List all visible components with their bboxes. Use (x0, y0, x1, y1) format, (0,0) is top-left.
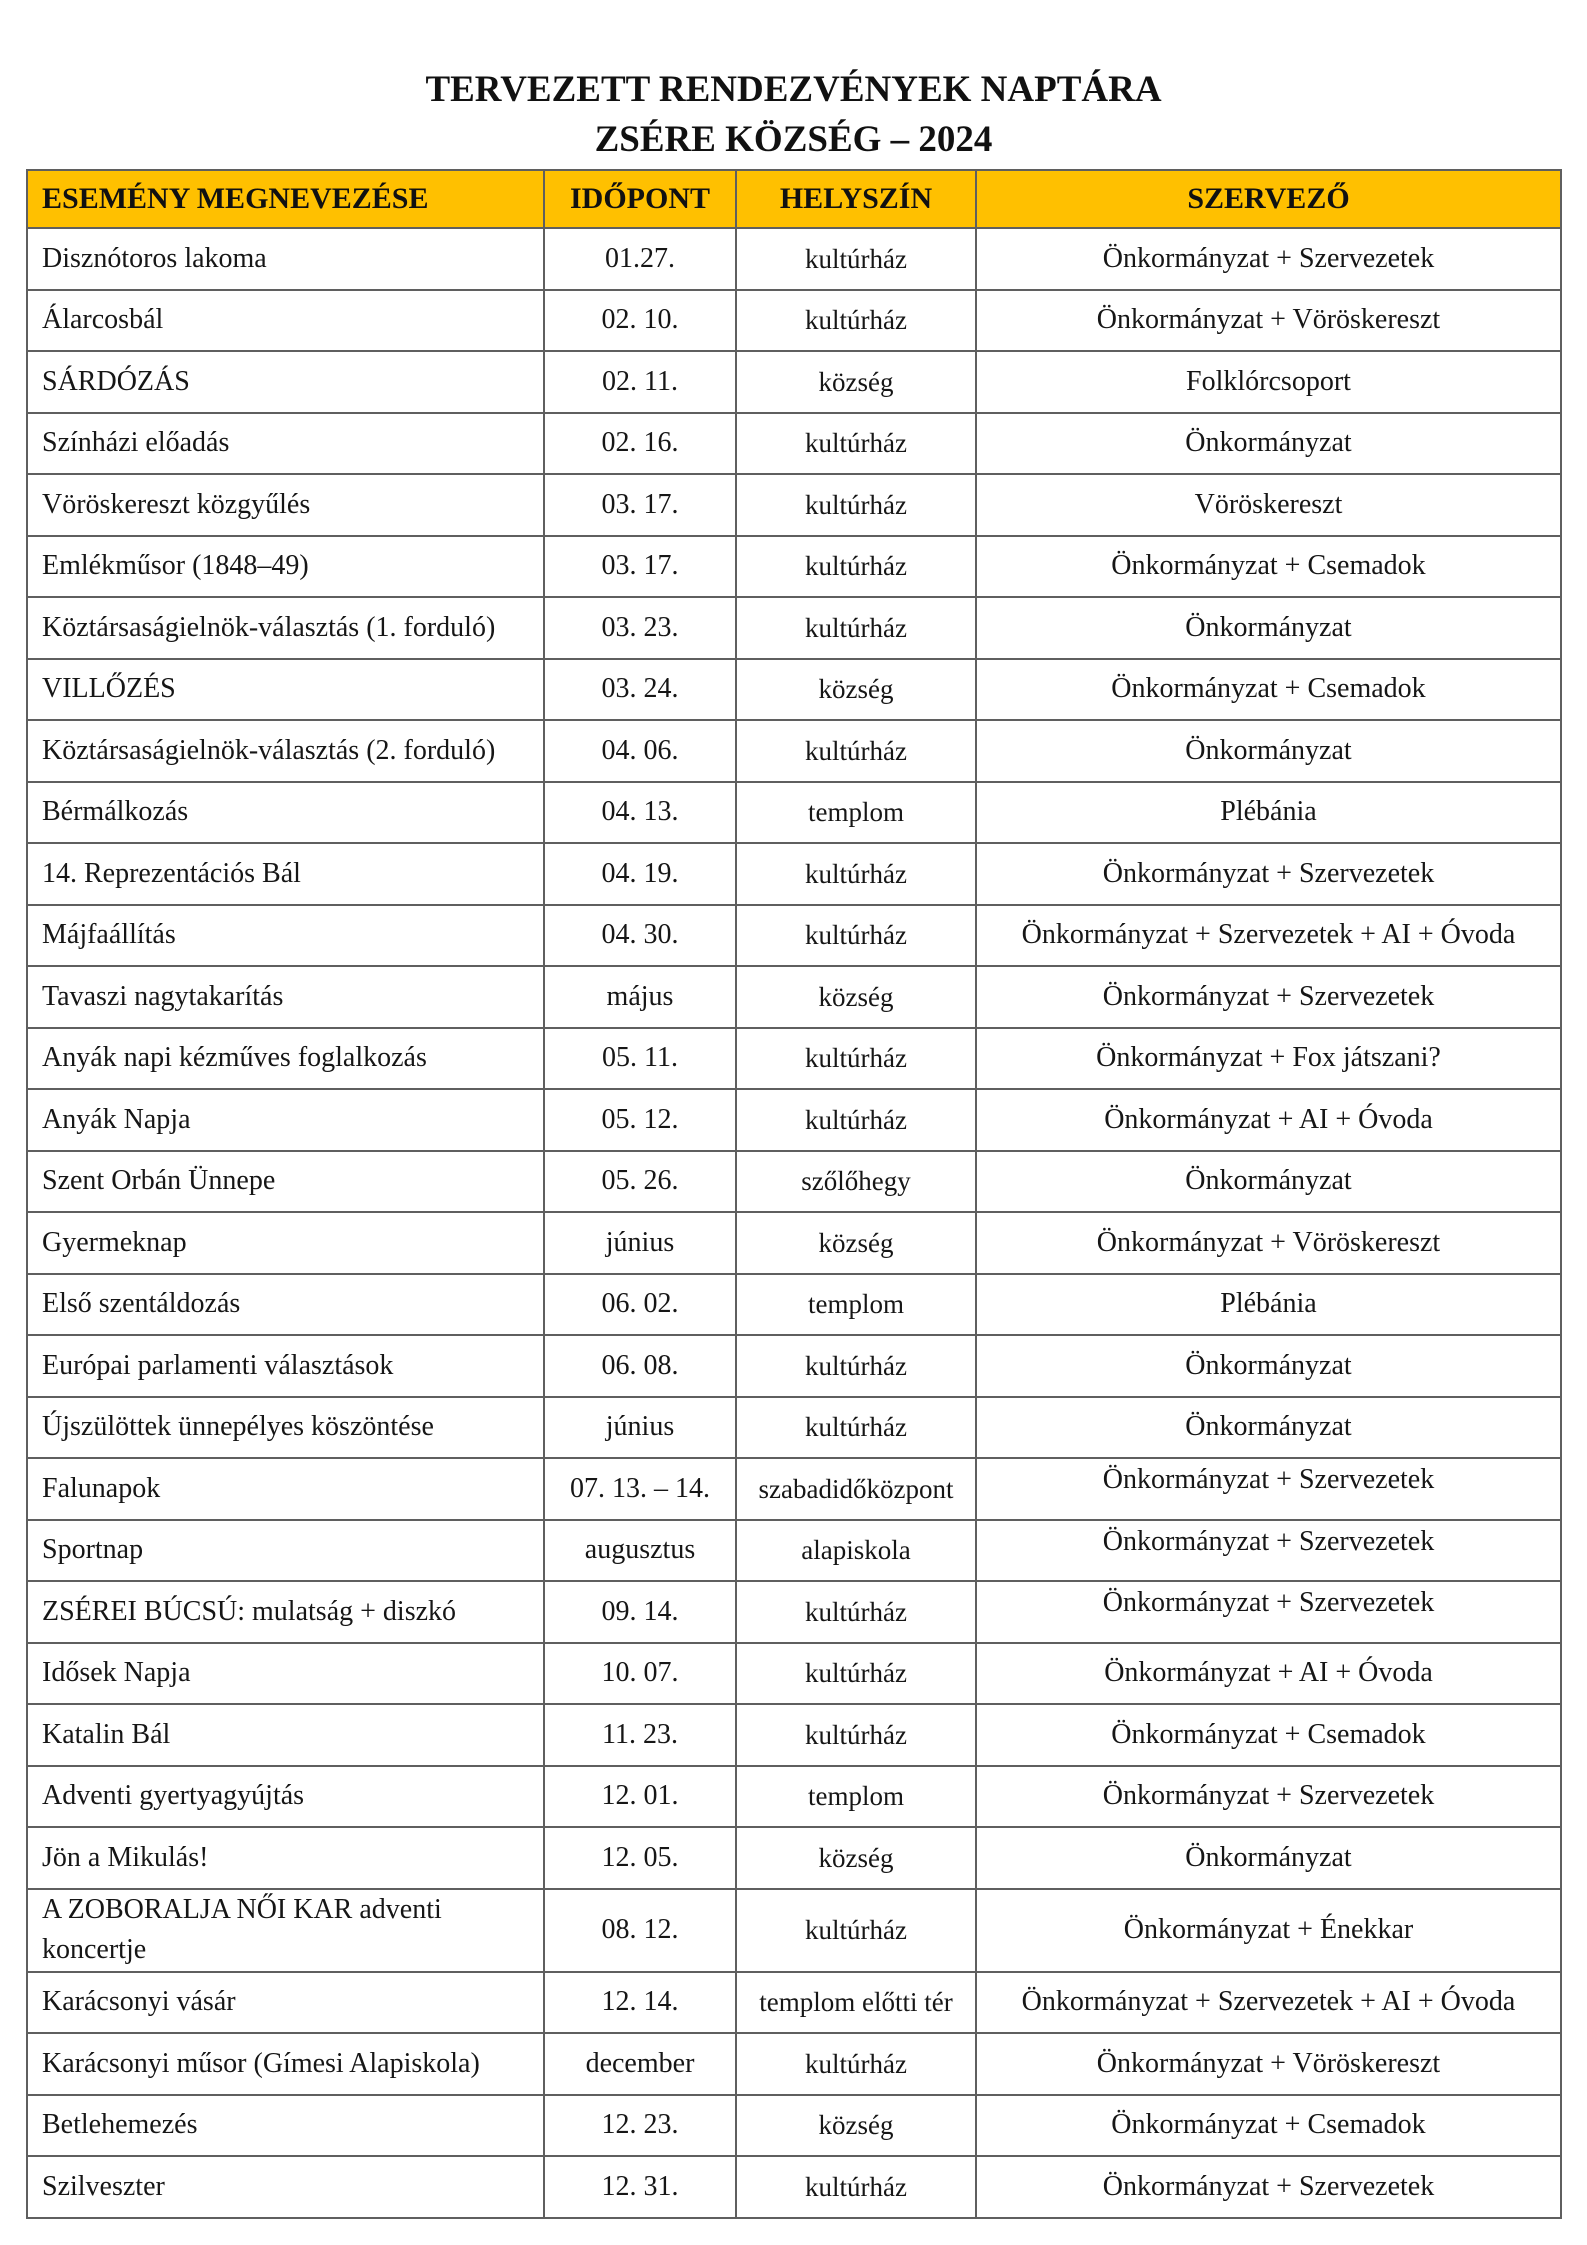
table-row (27, 413, 1561, 475)
event-venue-cell: szőlőhegy (736, 1151, 976, 1213)
event-venue-cell: kultúrház (736, 1581, 976, 1643)
event-date-cell: május (544, 966, 736, 1028)
event-venue-cell: templom (736, 1274, 976, 1336)
event-date-cell: 09. 14. (544, 1581, 736, 1643)
event-name-cell: A ZOBORALJA NŐI KAR adventi koncertje (27, 1889, 544, 1972)
event-organizer-cell: Önkormányzat + Csemadok (976, 659, 1561, 721)
table-row (27, 228, 1561, 290)
event-organizer-cell: Önkormányzat (976, 1827, 1561, 1889)
document-title (0, 65, 1587, 165)
event-date-cell: 07. 13. – 14. (544, 1458, 736, 1520)
event-venue-cell: község (736, 1212, 976, 1274)
table-row (27, 1212, 1561, 1274)
table-row (27, 1397, 1561, 1459)
table-row (27, 905, 1561, 967)
event-organizer-cell: Önkormányzat (976, 1335, 1561, 1397)
event-name-cell: Jön a Mikulás! (27, 1827, 544, 1889)
table-row (27, 2033, 1561, 2095)
column-header-organizer: SZERVEZŐ (976, 170, 1561, 228)
table-row (27, 1151, 1561, 1213)
header-row (27, 170, 1561, 228)
event-organizer-cell: Önkormányzat + Csemadok (976, 2095, 1561, 2157)
event-date-cell: 06. 08. (544, 1335, 736, 1397)
event-venue-cell: kultúrház (736, 536, 976, 598)
table-row (27, 1704, 1561, 1766)
event-name-cell: Első szentáldozás (27, 1274, 544, 1336)
event-date-cell: augusztus (544, 1520, 736, 1582)
event-organizer-cell: Önkormányzat + Szervezetek (976, 1581, 1561, 1643)
event-organizer-cell: Önkormányzat (976, 1151, 1561, 1213)
event-venue-cell: kultúrház (736, 2156, 976, 2218)
event-venue-cell: kultúrház (736, 597, 976, 659)
event-date-cell: június (544, 1397, 736, 1459)
table-row (27, 1520, 1561, 1582)
event-date-cell: 03. 24. (544, 659, 736, 721)
table-row (27, 659, 1561, 721)
event-venue-cell: kultúrház (736, 290, 976, 352)
event-name-cell: Újszülöttek ünnepélyes köszöntése (27, 1397, 544, 1459)
event-date-cell: 12. 01. (544, 1766, 736, 1828)
event-date-cell: december (544, 2033, 736, 2095)
event-name-cell: Idősek Napja (27, 1643, 544, 1705)
event-venue-cell: község (736, 659, 976, 721)
event-date-cell: 05. 26. (544, 1151, 736, 1213)
event-organizer-cell: Önkormányzat (976, 1397, 1561, 1459)
event-name-cell: Színházi előadás (27, 413, 544, 475)
table-row (27, 1643, 1561, 1705)
event-name-cell: Sportnap (27, 1520, 544, 1582)
event-organizer-cell: Önkormányzat + Vöröskereszt (976, 1212, 1561, 1274)
event-date-cell: 12. 14. (544, 1972, 736, 2034)
event-name-cell: Köztársaságielnök-választás (2. forduló) (27, 720, 544, 782)
event-venue-cell: község (736, 966, 976, 1028)
event-name-cell: Adventi gyertyagyújtás (27, 1766, 544, 1828)
event-name-cell: Európai parlamenti választások (27, 1335, 544, 1397)
event-organizer-cell: Önkormányzat + Szervezetek (976, 1766, 1561, 1828)
table-header (27, 170, 1561, 228)
table-row (27, 1889, 1561, 1972)
event-organizer-cell: Önkormányzat + Vöröskereszt (976, 290, 1561, 352)
event-name-cell: Szent Orbán Ünnepe (27, 1151, 544, 1213)
event-organizer-cell: Önkormányzat (976, 597, 1561, 659)
event-name-cell: Vöröskereszt közgyűlés (27, 474, 544, 536)
table-row (27, 1274, 1561, 1336)
event-date-cell: 05. 12. (544, 1089, 736, 1151)
event-organizer-cell: Önkormányzat + Szervezetek (976, 966, 1561, 1028)
table-row (27, 782, 1561, 844)
table-row (27, 1028, 1561, 1090)
event-name-cell: Szilveszter (27, 2156, 544, 2218)
event-name-cell: Anyák Napja (27, 1089, 544, 1151)
event-venue-cell: templom előtti tér (736, 1972, 976, 2034)
event-date-cell: 04. 13. (544, 782, 736, 844)
event-date-cell: 12. 23. (544, 2095, 736, 2157)
event-venue-cell: kultúrház (736, 905, 976, 967)
event-venue-cell: alapiskola (736, 1520, 976, 1582)
event-organizer-cell: Önkormányzat + Szervezetek (976, 843, 1561, 905)
event-name-cell: Gyermeknap (27, 1212, 544, 1274)
event-name-cell: Betlehemezés (27, 2095, 544, 2157)
event-venue-cell: kultúrház (736, 1643, 976, 1705)
event-organizer-cell: Önkormányzat + Csemadok (976, 536, 1561, 598)
table-row (27, 474, 1561, 536)
event-name-cell: Anyák napi kézműves foglalkozás (27, 1028, 544, 1090)
event-date-cell: 03. 23. (544, 597, 736, 659)
event-date-cell: június (544, 1212, 736, 1274)
event-organizer-cell: Önkormányzat + Szervezetek + AI + Óvoda (976, 1972, 1561, 2034)
event-venue-cell: község (736, 351, 976, 413)
event-name-cell: Álarcosbál (27, 290, 544, 352)
event-date-cell: 02. 10. (544, 290, 736, 352)
event-venue-cell: kultúrház (736, 1889, 976, 1972)
column-header-event: ESEMÉNY MEGNEVEZÉSE (27, 170, 544, 228)
table-row (27, 1089, 1561, 1151)
event-venue-cell: kultúrház (736, 2033, 976, 2095)
event-organizer-cell: Önkormányzat + Szervezetek + AI + Óvoda (976, 905, 1561, 967)
table-row (27, 1335, 1561, 1397)
event-name-cell: Emlékműsor (1848–49) (27, 536, 544, 598)
event-organizer-cell: Önkormányzat + Szervezetek (976, 228, 1561, 290)
event-date-cell: 06. 02. (544, 1274, 736, 1336)
table-row (27, 720, 1561, 782)
event-organizer-cell: Önkormányzat (976, 413, 1561, 475)
event-organizer-cell: Folklórcsoport (976, 351, 1561, 413)
event-venue-cell: kultúrház (736, 1704, 976, 1766)
event-venue-cell: templom (736, 1766, 976, 1828)
event-organizer-cell: Önkormányzat + Szervezetek (976, 1520, 1561, 1582)
event-organizer-cell: Önkormányzat + Énekkar (976, 1889, 1561, 1972)
event-name-cell: Falunapok (27, 1458, 544, 1520)
event-venue-cell: község (736, 2095, 976, 2157)
event-name-cell: Tavaszi nagytakarítás (27, 966, 544, 1028)
table-row (27, 597, 1561, 659)
event-date-cell: 12. 31. (544, 2156, 736, 2218)
event-name-cell: Májfaállítás (27, 905, 544, 967)
table-row (27, 2156, 1561, 2218)
event-venue-cell: szabadidőközpont (736, 1458, 976, 1520)
event-venue-cell: kultúrház (736, 228, 976, 290)
event-venue-cell: templom (736, 782, 976, 844)
event-organizer-cell: Önkormányzat + AI + Óvoda (976, 1643, 1561, 1705)
event-venue-cell: kultúrház (736, 1089, 976, 1151)
event-organizer-cell: Plébánia (976, 782, 1561, 844)
event-date-cell: 11. 23. (544, 1704, 736, 1766)
table-row (27, 966, 1561, 1028)
event-venue-cell: kultúrház (736, 843, 976, 905)
table-body (27, 228, 1561, 2218)
table-row (27, 290, 1561, 352)
events-table (26, 169, 1562, 2219)
event-name-cell: VILLŐZÉS (27, 659, 544, 721)
event-date-cell: 02. 16. (544, 413, 736, 475)
event-date-cell: 04. 30. (544, 905, 736, 967)
event-name-cell: SÁRDÓZÁS (27, 351, 544, 413)
table-row (27, 1827, 1561, 1889)
event-date-cell: 03. 17. (544, 536, 736, 598)
column-header-venue: HELYSZÍN (736, 170, 976, 228)
event-venue-cell: kultúrház (736, 1028, 976, 1090)
event-date-cell: 02. 11. (544, 351, 736, 413)
table-row (27, 351, 1561, 413)
table-row (27, 2095, 1561, 2157)
table-row (27, 536, 1561, 598)
event-date-cell: 05. 11. (544, 1028, 736, 1090)
event-organizer-cell: Önkormányzat + Vöröskereszt (976, 2033, 1561, 2095)
event-organizer-cell: Önkormányzat + Szervezetek (976, 1458, 1561, 1520)
event-organizer-cell: Önkormányzat + Csemadok (976, 1704, 1561, 1766)
event-organizer-cell: Vöröskereszt (976, 474, 1561, 536)
title-line-1: TERVEZETT RENDEZVÉNYEK NAPTÁRA (425, 69, 1162, 110)
event-venue-cell: kultúrház (736, 720, 976, 782)
event-venue-cell: község (736, 1827, 976, 1889)
event-date-cell: 04. 19. (544, 843, 736, 905)
event-organizer-cell: Önkormányzat + AI + Óvoda (976, 1089, 1561, 1151)
event-name-cell: 14. Reprezentációs Bál (27, 843, 544, 905)
event-name-cell: Köztársaságielnök-választás (1. forduló) (27, 597, 544, 659)
table-row (27, 1766, 1561, 1828)
event-name-cell: Karácsonyi vásár (27, 1972, 544, 2034)
table-row (27, 843, 1561, 905)
column-header-date: IDŐPONT (544, 170, 736, 228)
event-name-cell: Bérmálkozás (27, 782, 544, 844)
event-date-cell: 04. 06. (544, 720, 736, 782)
event-name-cell: Karácsonyi műsor (Gímesi Alapiskola) (27, 2033, 544, 2095)
event-venue-cell: kultúrház (736, 474, 976, 536)
event-venue-cell: kultúrház (736, 1335, 976, 1397)
event-organizer-cell: Önkormányzat + Fox játszani? (976, 1028, 1561, 1090)
event-name-cell: Katalin Bál (27, 1704, 544, 1766)
title-line-2: ZSÉRE KÖZSÉG – 2024 (594, 119, 993, 160)
event-date-cell: 12. 05. (544, 1827, 736, 1889)
event-organizer-cell: Plébánia (976, 1274, 1561, 1336)
event-date-cell: 03. 17. (544, 474, 736, 536)
table-row (27, 1458, 1561, 1520)
event-name-cell: Disznótoros lakoma (27, 228, 544, 290)
event-venue-cell: kultúrház (736, 1397, 976, 1459)
event-organizer-cell: Önkormányzat (976, 720, 1561, 782)
table-row (27, 1972, 1561, 2034)
event-date-cell: 08. 12. (544, 1889, 736, 1972)
event-name-cell: ZSÉREI BÚCSÚ: mulatság + diszkó (27, 1581, 544, 1643)
event-date-cell: 01.27. (544, 228, 736, 290)
event-organizer-cell: Önkormányzat + Szervezetek (976, 2156, 1561, 2218)
event-date-cell: 10. 07. (544, 1643, 736, 1705)
event-venue-cell: kultúrház (736, 413, 976, 475)
table-row (27, 1581, 1561, 1643)
